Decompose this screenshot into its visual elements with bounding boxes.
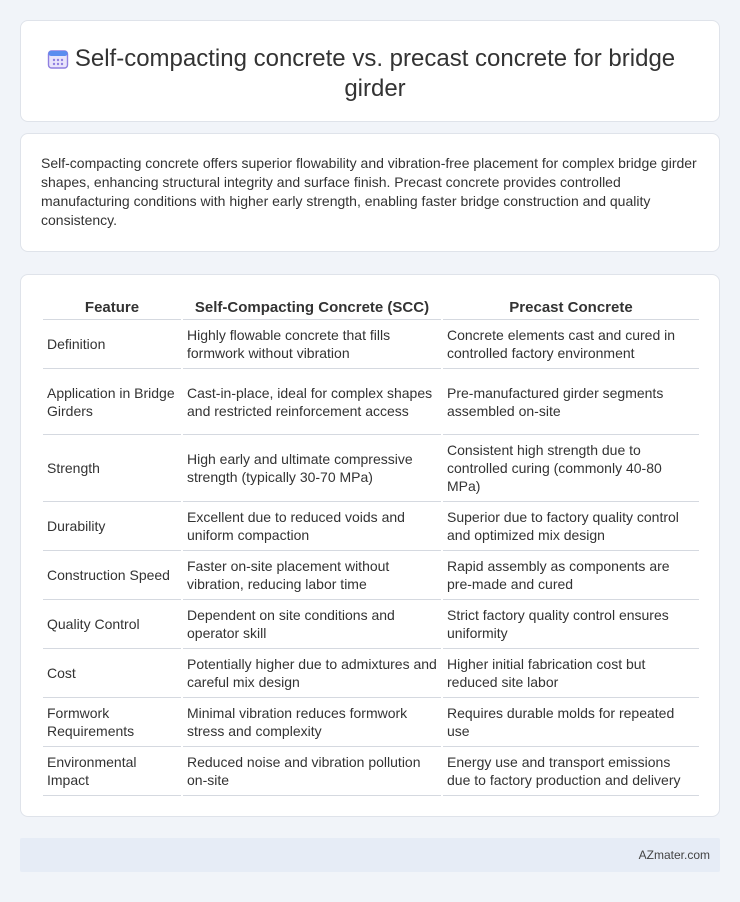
scc-cell: Potentially higher due to admixtures and careful mix design — [183, 649, 441, 698]
table-row — [43, 649, 699, 698]
table-row — [43, 369, 699, 435]
table-row — [43, 551, 699, 600]
header-scc: Self-Compacting Concrete (SCC) — [183, 292, 441, 320]
feature-cell: Cost — [43, 649, 181, 698]
scc-cell: High early and ultimate compressive strength (typically 30-70 MPa) — [183, 435, 441, 502]
scc-cell: Cast-in-place, ideal for complex shapes and restricted reinforcement access — [183, 369, 441, 435]
precast-cell: Strict factory quality control ensures uniformity — [443, 600, 699, 649]
precast-cell: Concrete elements cast and cured in controlled factory environment — [443, 320, 699, 369]
title-card — [20, 20, 720, 122]
scc-cell: Highly flowable concrete that fills formwork without vibration — [183, 320, 441, 369]
precast-cell: Energy use and transport emissions due to factory production and delivery — [443, 747, 699, 796]
table-row — [43, 435, 699, 502]
feature-cell: Quality Control — [43, 600, 181, 649]
page-title: Self-compacting concrete vs. precast concrete for bridge girder — [74, 45, 676, 102]
scc-cell: Faster on-site placement without vibration, reducing labor time — [183, 551, 441, 600]
feature-cell: Strength — [43, 435, 181, 502]
table-row — [43, 747, 699, 796]
comparison-table-card — [20, 274, 720, 817]
table-header-row — [43, 292, 699, 320]
feature-cell: Environmental Impact — [43, 747, 181, 796]
scc-cell: Reduced noise and vibration pollution on-site — [183, 747, 441, 796]
feature-cell: Durability — [43, 502, 181, 551]
scc-cell: Dependent on site conditions and operator skill — [183, 600, 441, 649]
precast-cell: Rapid assembly as components are pre-made and cured — [443, 551, 699, 600]
comparison-table — [41, 292, 701, 796]
scc-cell: Excellent due to reduced voids and uniform compaction — [183, 502, 441, 551]
feature-cell: Application in Bridge Girders — [43, 369, 181, 435]
table-row — [43, 320, 699, 369]
scc-cell: Minimal vibration reduces formwork stress and complexity — [183, 698, 441, 747]
precast-cell: Higher initial fabrication cost but reduced site labor — [443, 649, 699, 698]
table-row — [43, 502, 699, 551]
precast-cell: Requires durable molds for repeated use — [443, 698, 699, 747]
precast-cell: Consistent high strength due to controlled curing (commonly 40-80 MPa) — [443, 435, 699, 502]
table-row — [43, 698, 699, 747]
summary-card — [20, 133, 720, 252]
feature-cell: Formwork Requirements — [43, 698, 181, 747]
feature-cell: Definition — [43, 320, 181, 369]
summary-text: Self-compacting concrete offers superior flowability and vibration-free placement for complex bridge girder shapes, enhancing structural integrity and surface finish. Precast concrete provides controlled manufacturing conditions with higher early strength, enabling faster bridge construction and quality consistency. — [41, 155, 697, 228]
footer-site-link[interactable]: AZmater.com — [638, 848, 710, 862]
precast-cell: Pre-manufactured girder segments assembled on-site — [443, 369, 699, 435]
feature-cell: Construction Speed — [43, 551, 181, 600]
table-row — [43, 600, 699, 649]
precast-cell: Superior due to factory quality control and optimized mix design — [443, 502, 699, 551]
header-feature: Feature — [43, 292, 181, 320]
footer — [20, 838, 720, 872]
header-precast: Precast Concrete — [443, 292, 699, 320]
